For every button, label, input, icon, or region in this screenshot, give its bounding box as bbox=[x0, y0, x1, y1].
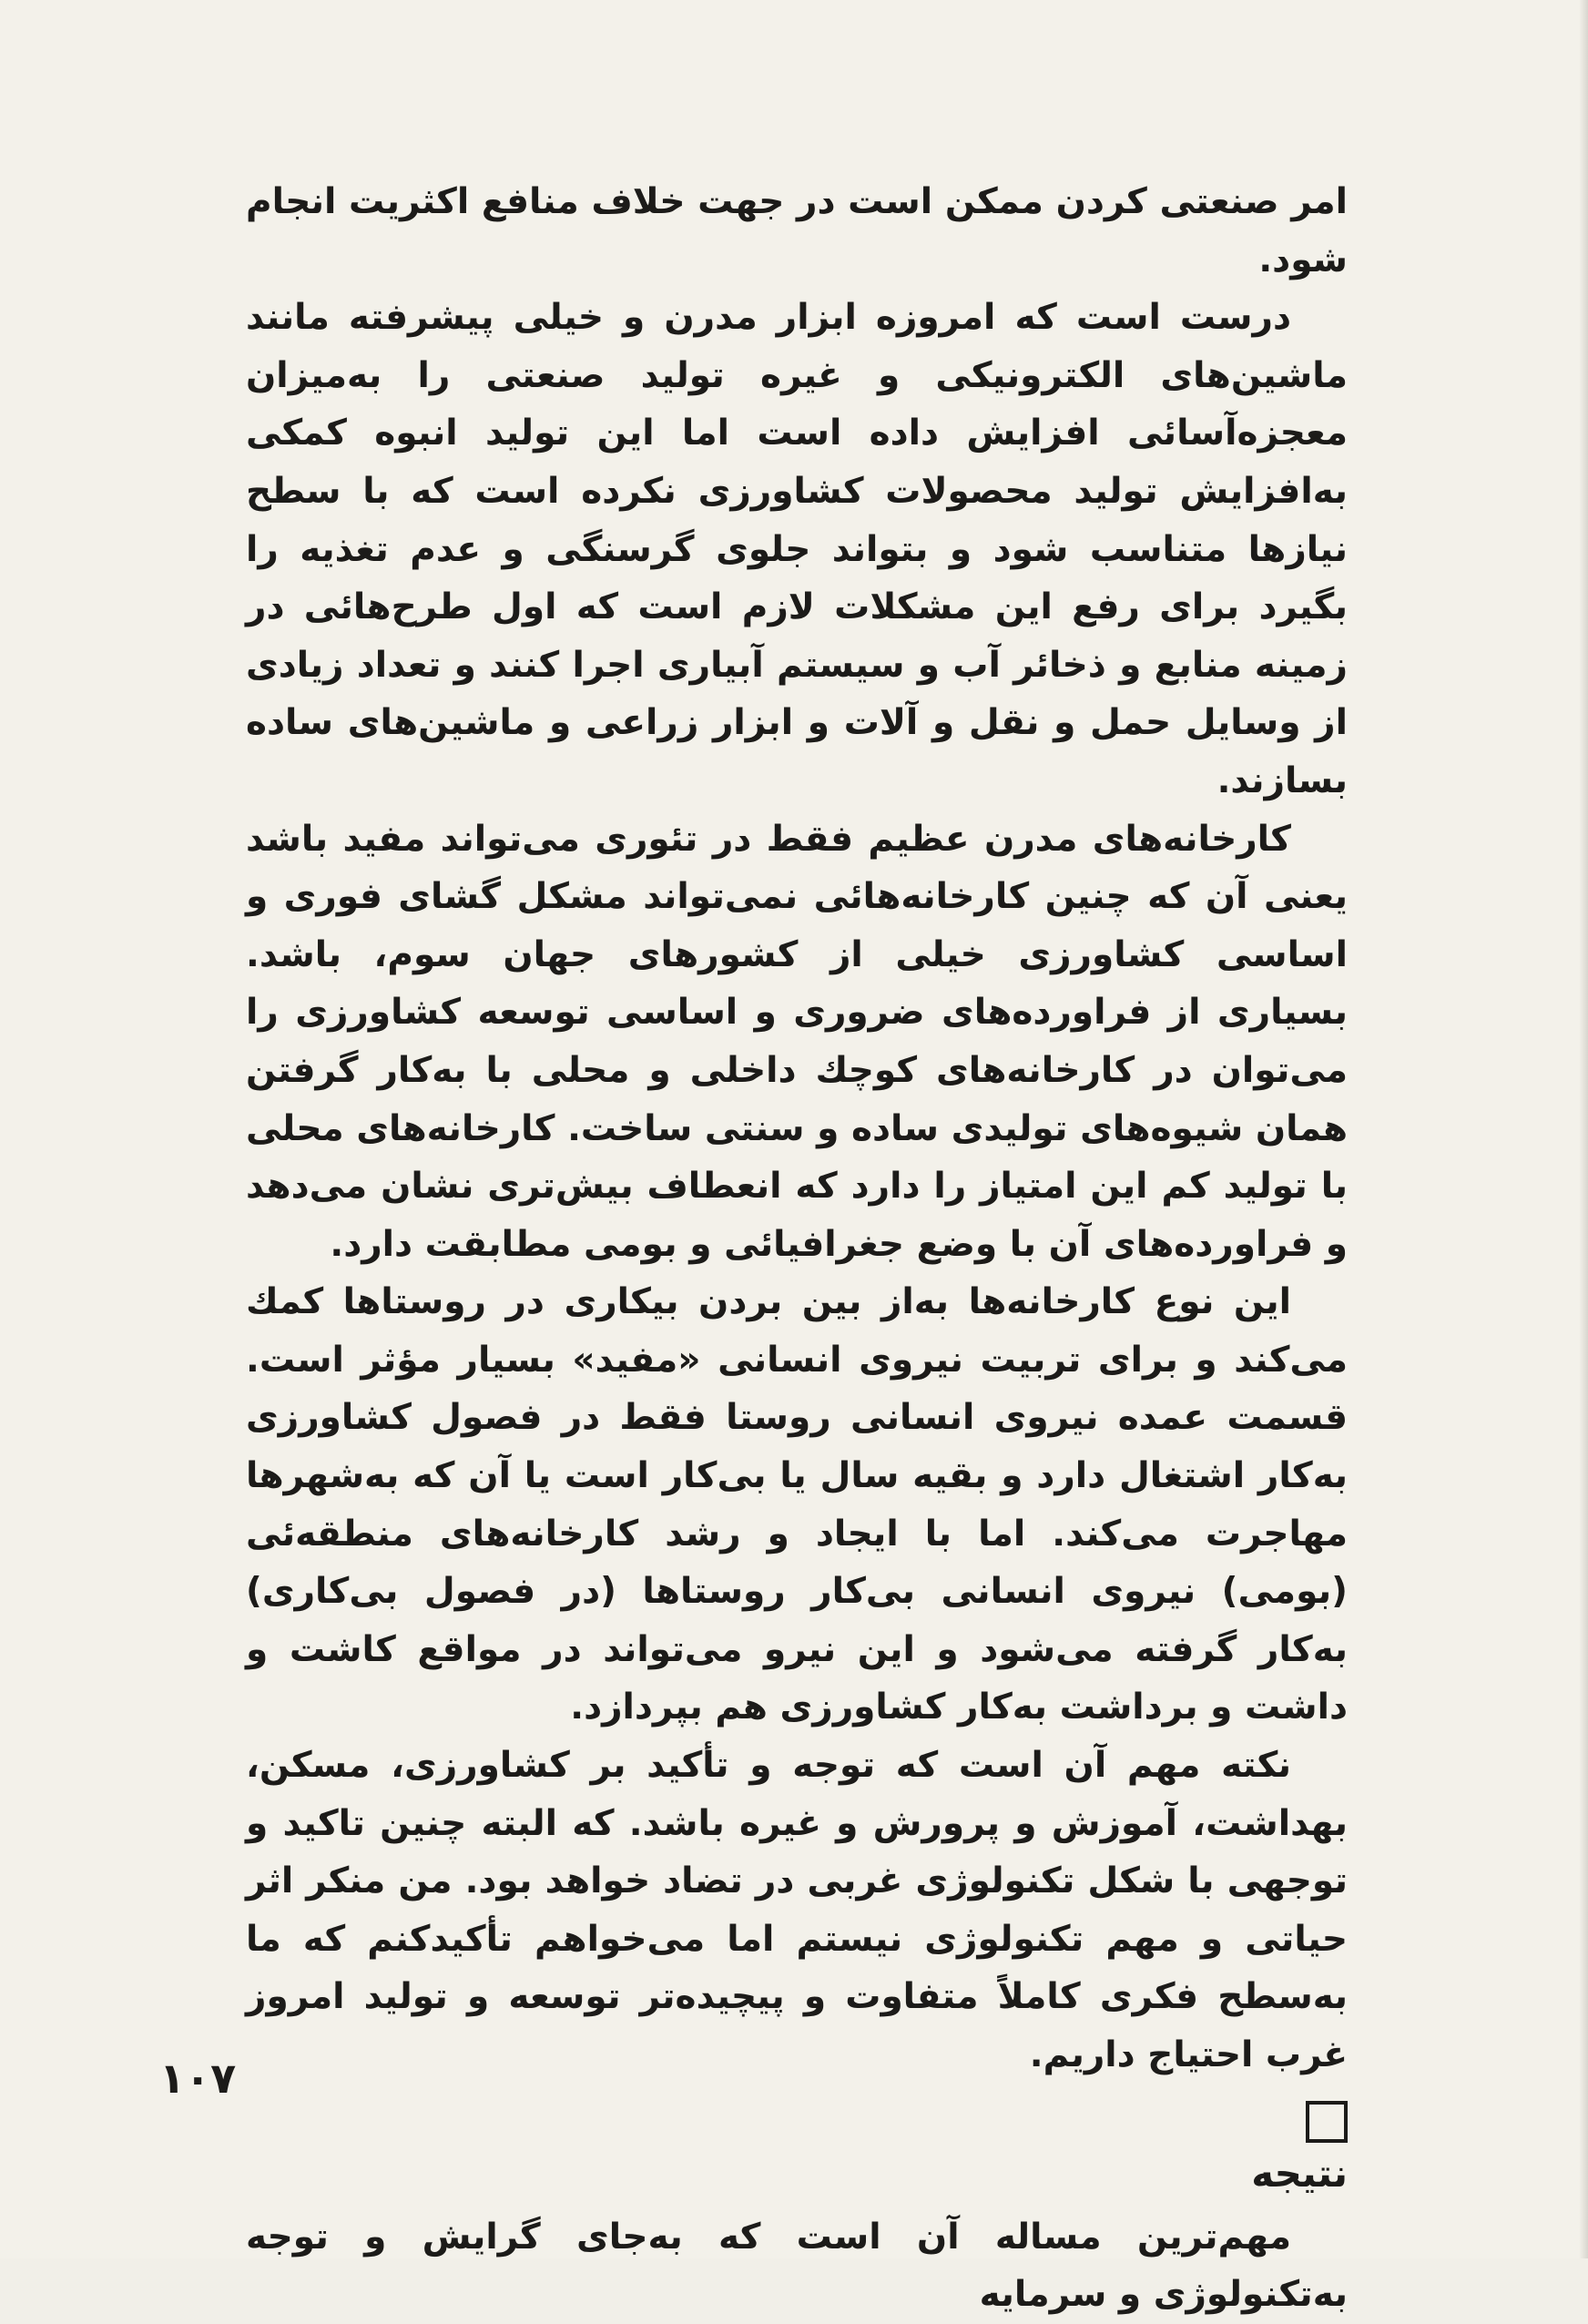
paragraph-3: کارخانه‌های مدرن عظیم فقط در تئوری می‌تواند مفید باشد یعنی آن که چنین کارخانه‌هائی نمی‌تواند مشکل گشای فوری و اساسی کشاورزی خیلی از کشورهای جهان سوم، باشد. بسیاری از فراورده‌های ضروری و اساسی توسعه کشاورزی را می‌توان در کارخانه‌های کوچك داخلی و محلی با به‌کار گرفتن همان شیوه‌های تولیدی ساده و سنتی ساخت. کارخانه‌های محلی با تولید کم این امتیاز را دارد که انعطاف بیش‌تری نشان می‌دهد و فراورده‌های آن با وضع جغرافیائی و بومی مطابقت دارد. bbox=[246, 818, 1348, 1265]
section-heading: نتیجه bbox=[1251, 2150, 1348, 2196]
paragraph-4: این نوع کارخانه‌ها به‌از بین بردن بیکاری در روستاها کمك می‌کند و برای تربیت نیروی انسانی «مفید» بسیار مؤثر است. قسمت عمده نیروی انسانی روستا فقط در فصول کشاورزی به‌کار اشتغال دارد و بقیه سال یا بی‌کار است یا آن که به‌شهرها مهاجرت می‌کند. اما با ایجاد و رشد کارخانه‌های منطقه‌ئی (بومی) نیروی انسانی بی‌کار روستاها (در فصول بی‌کاری) به‌کار گرفته می‌شود و این نیرو می‌تواند در مواقع کاشت و داشت و برداشت به‌کار کشاورزی هم بپردازد. bbox=[246, 1281, 1348, 1728]
page-edge-shadow bbox=[1579, 0, 1588, 2258]
paragraph-5: نکته مهم آن است که توجه و تأکید بر کشاورزی، مسکن، بهداشت، آموزش و پرورش و غیره باشد. که البته چنین تاکید و توجهی با شکل تکنولوژی غربی در تضاد خواهد بود. من منکر اثر حیاتی و مهم تکنولوژی نیستم اما می‌خواهم تأکیدکنم که ما به‌سطح فکری کاملاً متفاوت و پیچیده‌تر توسعه و تولید امروز غرب احتیاج داریم. bbox=[246, 1745, 1348, 2075]
paragraph-2: درست است که امروزه ابزار مدرن و خیلی پیشرفته مانند ماشین‌های الکترونیکی و غیره تولید صنعتی را به‌میزان معجزه‌آسائی افزایش داده است اما این تولید انبوه کمکی به‌افزایش تولید محصولات کشاورزی نکرده است که با سطح نیازها متناسب شود و بتواند جلوی گرسنگی و عدم تغذیه را بگیرد برای رفع این مشکلات لازم است که اول طرح‌هائی در زمینه منابع و ذخائر آب و سیستم آبیاری اجرا کنند و تعداد زیادی از وسایل حمل و نقل و آلات و ابزار زراعی و ماشین‌های ساده بسازند. bbox=[246, 297, 1348, 801]
page-number: ۱۰۷ bbox=[159, 2054, 237, 2103]
square-box-icon bbox=[1306, 2101, 1348, 2143]
body-text bbox=[246, 173, 1348, 2324]
section-heading-row bbox=[246, 2092, 1348, 2208]
closing-paragraph: مهم‌ترین مساله آن است که به‌جای گرایش و توجه به‌تکنولوژی و سرمایه bbox=[246, 2216, 1348, 2316]
paragraph-1: امر صنعتی کردن ممکن است در جهت خلاف منافع اکثریت انجام شود. bbox=[246, 181, 1348, 280]
